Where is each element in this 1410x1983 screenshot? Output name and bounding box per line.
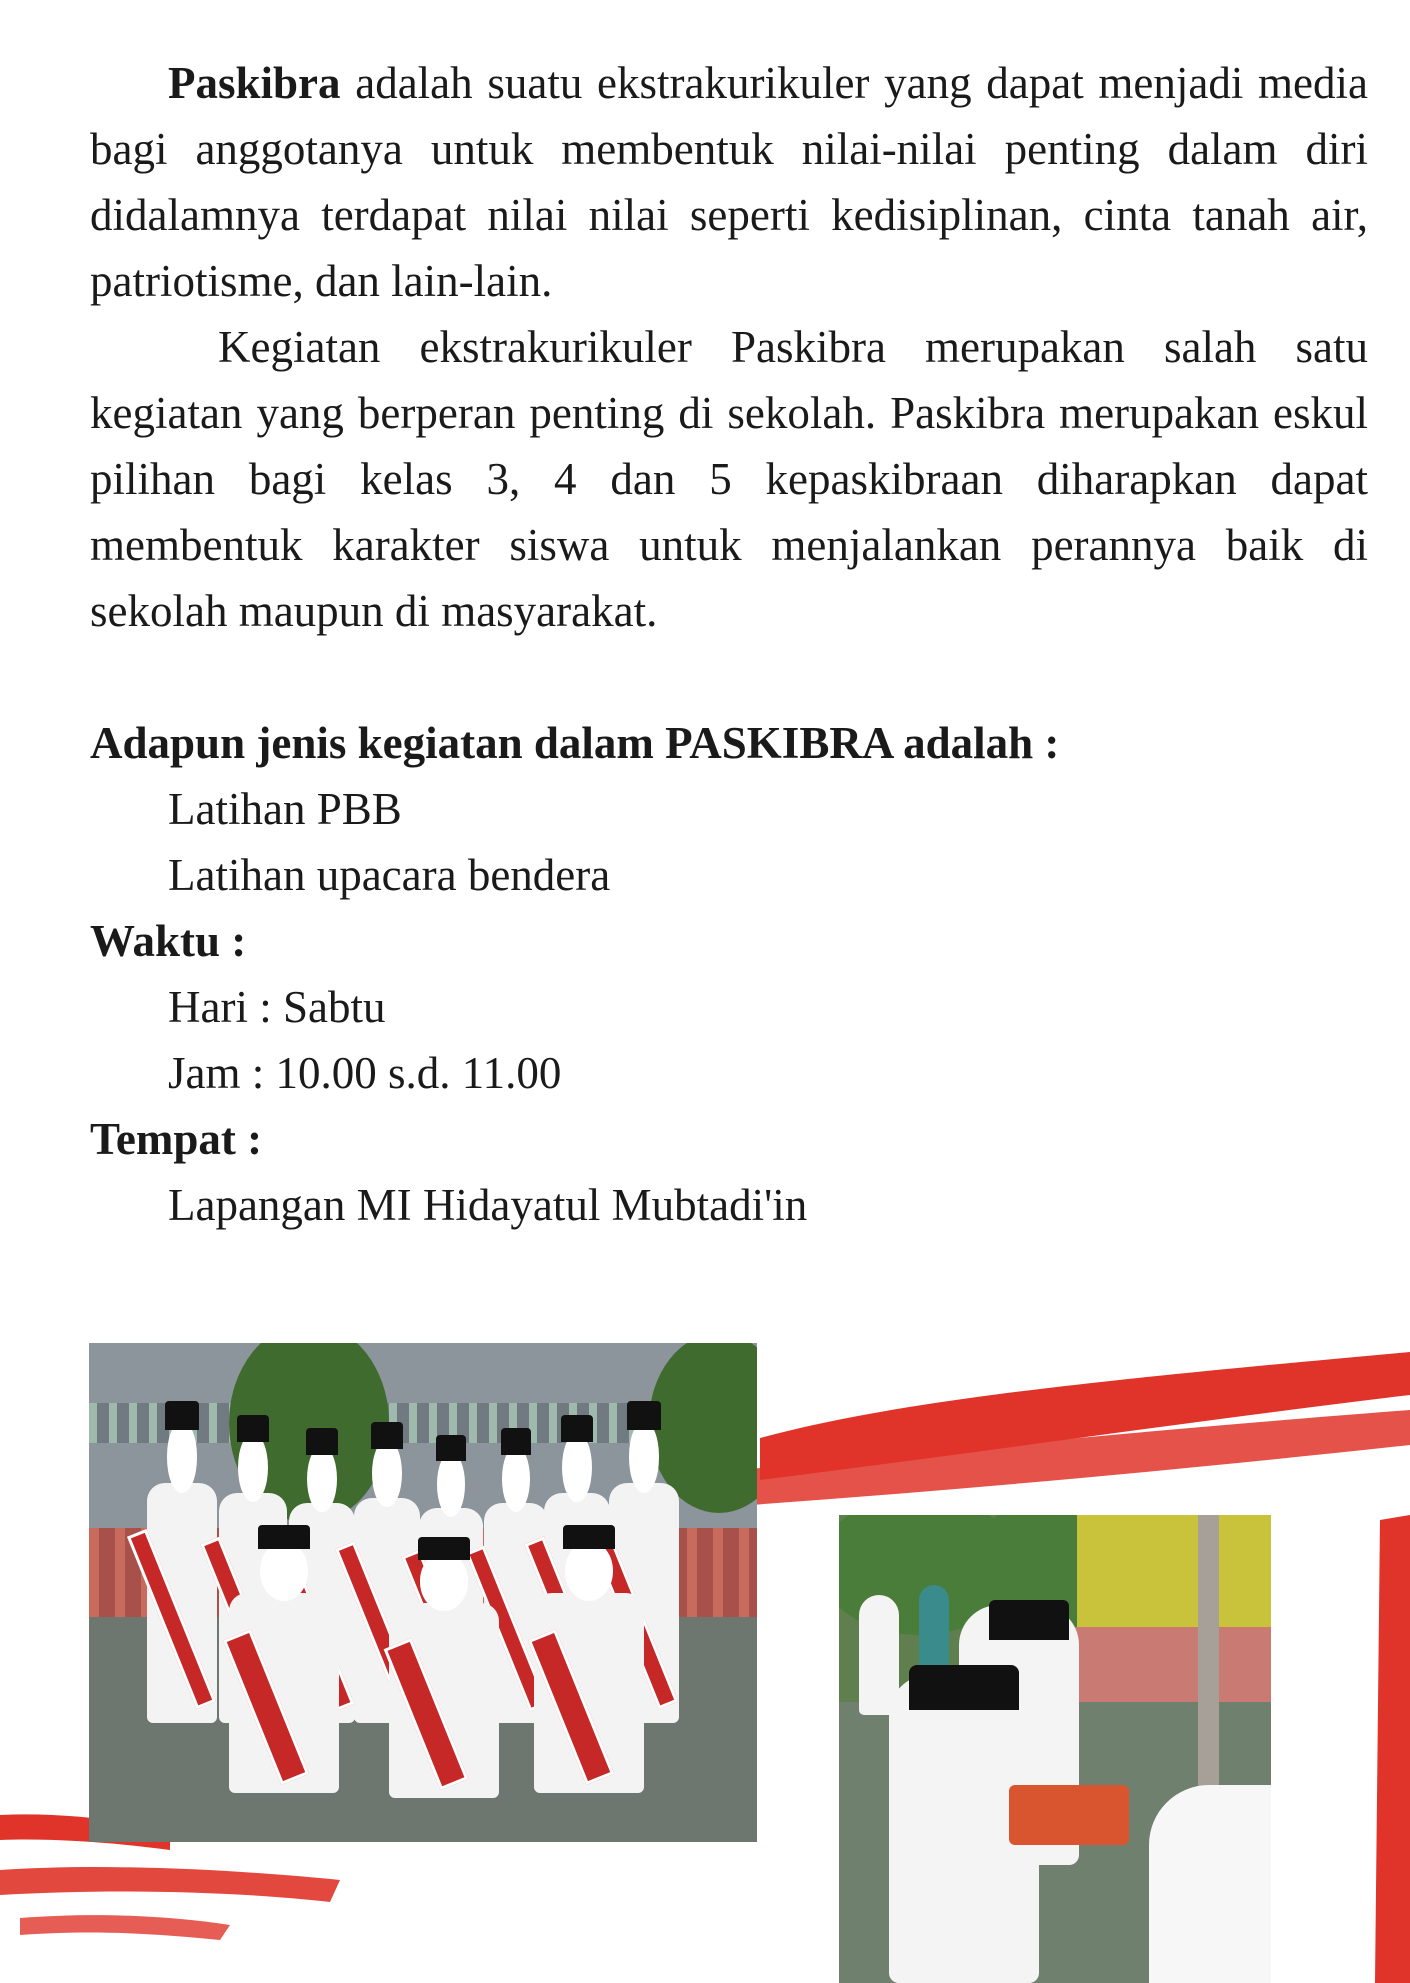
activity-item: Latihan upacara bendera (168, 850, 611, 900)
time-heading: Waktu : (90, 916, 247, 966)
place-heading: Tempat : (90, 1114, 263, 1164)
flag-ceremony-photo (839, 1515, 1271, 1983)
time-hours: Jam : 10.00 s.d. 11.00 (168, 1048, 562, 1098)
time-day: Hari : Sabtu (168, 982, 386, 1032)
activities-heading: Adapun jenis kegiatan dalam PASKIBRA adalah : (90, 718, 1060, 768)
description-paragraph: Kegiatan ekstrakurikuler Paskibra merupakan salah satu kegiatan yang berperan penting di sekolah. Paskibra merupakan eskul pilihan bagi kelas 3, 4 dan 5 kepaskibraan diharapkan dapat membentuk karakter siswa untuk menjalankan perannya baik di sekolah maupun di masyarakat. (90, 322, 1368, 636)
place-location: Lapangan MI Hidayatul Mubtadi'in (168, 1180, 808, 1230)
intro-paragraph (90, 50, 1368, 314)
document-body (90, 50, 1368, 1238)
intro-paragraph-text: adalah suatu ekstrakurikuler yang dapat menjadi media bagi anggotanya untuk membentuk nilai-nilai penting dalam diri didalamnya terdapat nilai nilai seperti kedisiplinan, cinta tanah air, patriotisme, dan lain-lain. (90, 58, 1368, 306)
group-photo (89, 1343, 757, 1842)
paskibra-bold-term: Paskibra (168, 58, 341, 108)
activity-item: Latihan PBB (168, 784, 402, 834)
